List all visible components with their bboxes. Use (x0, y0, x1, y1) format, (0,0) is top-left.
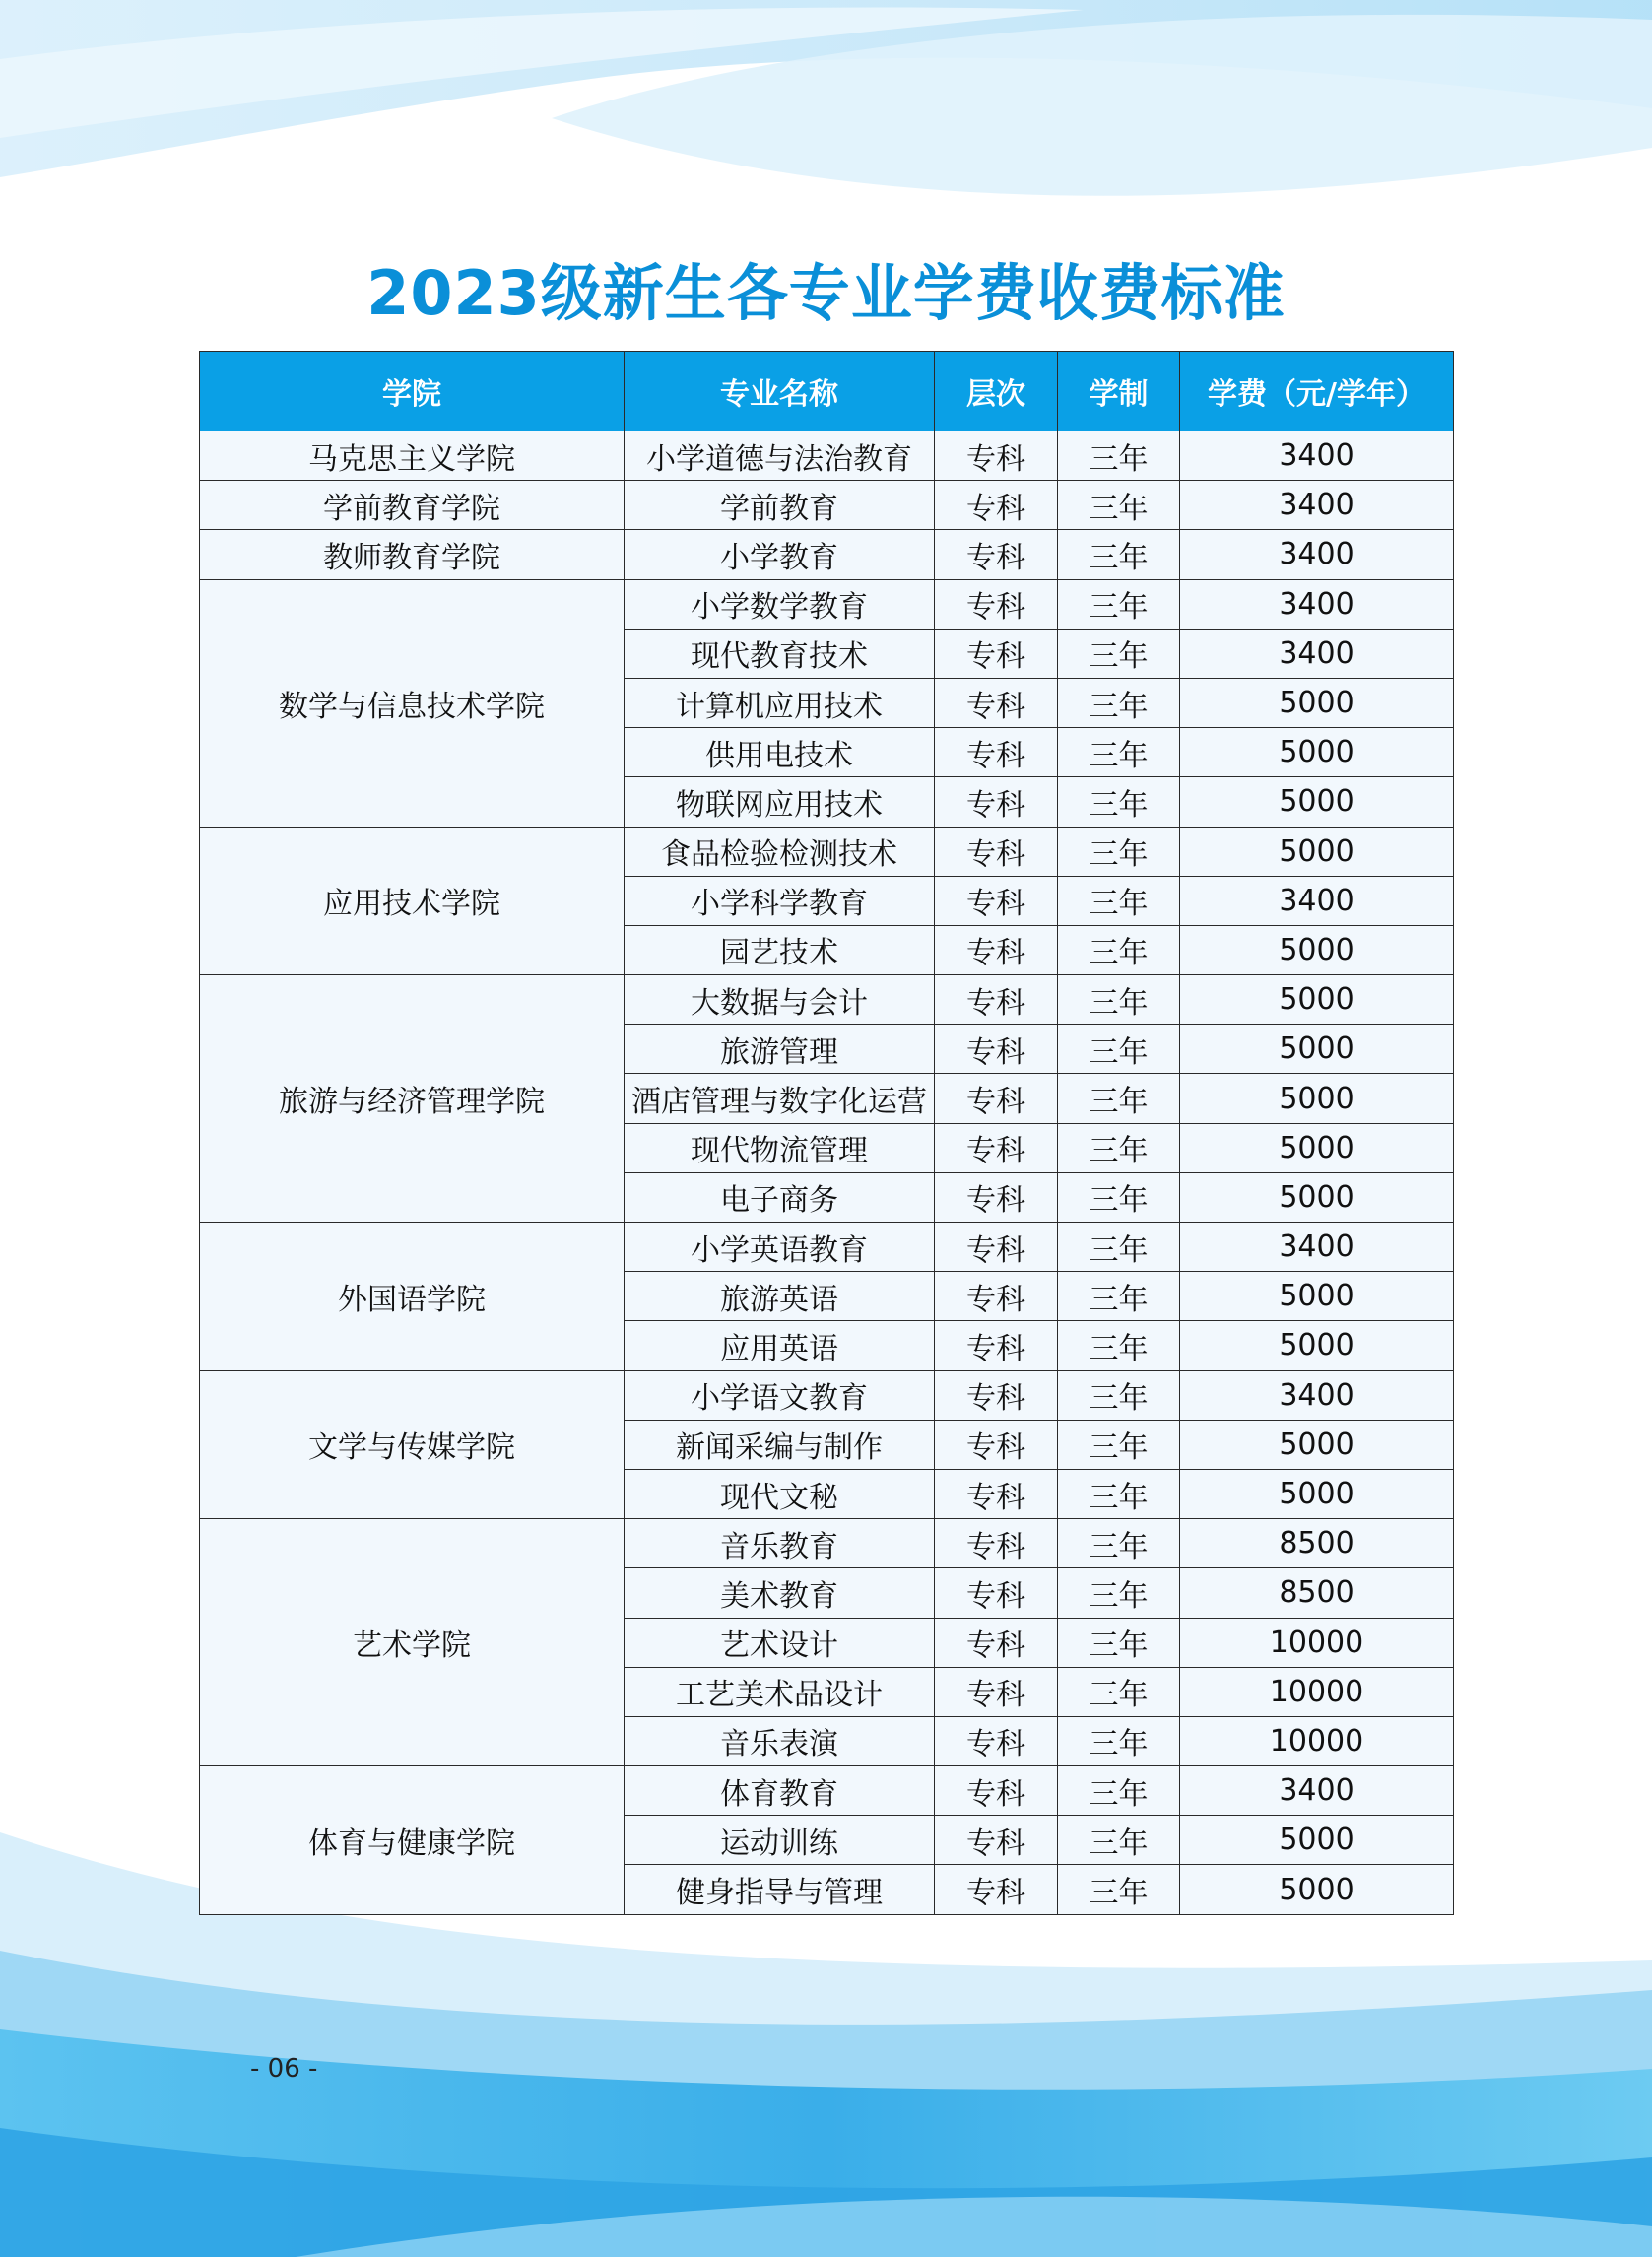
college-cell: 外国语学院 (200, 1223, 625, 1371)
fee-cell: 5000 (1180, 678, 1454, 727)
level-cell: 专科 (935, 1321, 1058, 1370)
duration-cell: 三年 (1058, 530, 1180, 579)
major-cell: 酒店管理与数字化运营 (625, 1074, 935, 1123)
major-cell: 音乐教育 (625, 1519, 935, 1568)
fee-cell: 5000 (1180, 1865, 1454, 1914)
tuition-table (199, 351, 1454, 1915)
level-cell: 专科 (935, 1568, 1058, 1618)
level-cell: 专科 (935, 481, 1058, 530)
level-cell: 专科 (935, 1223, 1058, 1272)
fee-cell: 5000 (1180, 1025, 1454, 1074)
fee-cell: 5000 (1180, 1123, 1454, 1172)
table-row (200, 431, 1454, 481)
fee-cell: 5000 (1180, 975, 1454, 1025)
duration-cell: 三年 (1058, 1816, 1180, 1865)
duration-cell: 三年 (1058, 827, 1180, 876)
duration-cell: 三年 (1058, 1223, 1180, 1272)
major-cell: 供用电技术 (625, 728, 935, 777)
fee-cell: 5000 (1180, 925, 1454, 974)
fee-cell: 5000 (1180, 1420, 1454, 1469)
college-cell: 体育与健康学院 (200, 1766, 625, 1915)
college-cell: 数学与信息技术学院 (200, 579, 625, 827)
duration-cell: 三年 (1058, 481, 1180, 530)
college-cell: 应用技术学院 (200, 827, 625, 975)
duration-cell: 三年 (1058, 1865, 1180, 1914)
college-cell: 学前教育学院 (200, 481, 625, 530)
duration-cell: 三年 (1058, 925, 1180, 974)
fee-cell: 3400 (1180, 1223, 1454, 1272)
table-row (200, 530, 1454, 579)
level-cell: 专科 (935, 1172, 1058, 1222)
fee-cell: 5000 (1180, 1469, 1454, 1518)
duration-cell: 三年 (1058, 1123, 1180, 1172)
major-cell: 美术教育 (625, 1568, 935, 1618)
duration-cell: 三年 (1058, 777, 1180, 827)
major-cell: 学前教育 (625, 481, 935, 530)
header-college: 学院 (200, 352, 625, 431)
fee-cell: 3400 (1180, 1766, 1454, 1816)
fee-cell: 3400 (1180, 876, 1454, 925)
major-cell: 计算机应用技术 (625, 678, 935, 727)
duration-cell: 三年 (1058, 1272, 1180, 1321)
major-cell: 小学教育 (625, 530, 935, 579)
level-cell: 专科 (935, 678, 1058, 727)
table-row (200, 975, 1454, 1025)
college-cell: 艺术学院 (200, 1519, 625, 1766)
table-row (200, 579, 1454, 629)
major-cell: 工艺美术品设计 (625, 1667, 935, 1716)
level-cell: 专科 (935, 1766, 1058, 1816)
fee-cell: 5000 (1180, 1172, 1454, 1222)
fee-cell: 8500 (1180, 1519, 1454, 1568)
major-cell: 新闻采编与制作 (625, 1420, 935, 1469)
duration-cell: 三年 (1058, 431, 1180, 481)
fee-cell: 5000 (1180, 1272, 1454, 1321)
fee-cell: 3400 (1180, 629, 1454, 678)
duration-cell: 三年 (1058, 1618, 1180, 1667)
college-cell: 旅游与经济管理学院 (200, 975, 625, 1223)
duration-cell: 三年 (1058, 629, 1180, 678)
level-cell: 专科 (935, 876, 1058, 925)
level-cell: 专科 (935, 1074, 1058, 1123)
fee-cell: 5000 (1180, 728, 1454, 777)
major-cell: 食品检验检测技术 (625, 827, 935, 876)
duration-cell: 三年 (1058, 1321, 1180, 1370)
level-cell: 专科 (935, 1716, 1058, 1765)
table-row (200, 481, 1454, 530)
duration-cell: 三年 (1058, 1519, 1180, 1568)
fee-cell: 5000 (1180, 827, 1454, 876)
table-row (200, 827, 1454, 876)
table-body (200, 431, 1454, 1915)
major-cell: 现代教育技术 (625, 629, 935, 678)
major-cell: 运动训练 (625, 1816, 935, 1865)
fee-cell: 3400 (1180, 530, 1454, 579)
duration-cell: 三年 (1058, 728, 1180, 777)
level-cell: 专科 (935, 728, 1058, 777)
header-level: 层次 (935, 352, 1058, 431)
major-cell: 旅游英语 (625, 1272, 935, 1321)
level-cell: 专科 (935, 925, 1058, 974)
college-cell: 文学与传媒学院 (200, 1370, 625, 1519)
level-cell: 专科 (935, 975, 1058, 1025)
header-major: 专业名称 (625, 352, 935, 431)
duration-cell: 三年 (1058, 1667, 1180, 1716)
level-cell: 专科 (935, 1816, 1058, 1865)
major-cell: 旅游管理 (625, 1025, 935, 1074)
level-cell: 专科 (935, 530, 1058, 579)
page-number: - 06 - (250, 2054, 318, 2084)
level-cell: 专科 (935, 579, 1058, 629)
fee-cell: 3400 (1180, 1370, 1454, 1420)
major-cell: 电子商务 (625, 1172, 935, 1222)
table-row (200, 1223, 1454, 1272)
duration-cell: 三年 (1058, 1370, 1180, 1420)
level-cell: 专科 (935, 629, 1058, 678)
fee-cell: 3400 (1180, 431, 1454, 481)
level-cell: 专科 (935, 431, 1058, 481)
level-cell: 专科 (935, 1370, 1058, 1420)
major-cell: 物联网应用技术 (625, 777, 935, 827)
table-header-row (200, 352, 1454, 431)
header-duration: 学制 (1058, 352, 1180, 431)
level-cell: 专科 (935, 1420, 1058, 1469)
level-cell: 专科 (935, 1272, 1058, 1321)
level-cell: 专科 (935, 1123, 1058, 1172)
major-cell: 健身指导与管理 (625, 1865, 935, 1914)
fee-cell: 10000 (1180, 1716, 1454, 1765)
table-row (200, 1519, 1454, 1568)
major-cell: 小学科学教育 (625, 876, 935, 925)
duration-cell: 三年 (1058, 1469, 1180, 1518)
fee-cell: 5000 (1180, 1074, 1454, 1123)
major-cell: 艺术设计 (625, 1618, 935, 1667)
duration-cell: 三年 (1058, 1716, 1180, 1765)
major-cell: 小学语文教育 (625, 1370, 935, 1420)
level-cell: 专科 (935, 1519, 1058, 1568)
fee-cell: 3400 (1180, 579, 1454, 629)
duration-cell: 三年 (1058, 1025, 1180, 1074)
major-cell: 大数据与会计 (625, 975, 935, 1025)
major-cell: 小学数学教育 (625, 579, 935, 629)
level-cell: 专科 (935, 1667, 1058, 1716)
college-cell: 教师教育学院 (200, 530, 625, 579)
level-cell: 专科 (935, 1469, 1058, 1518)
duration-cell: 三年 (1058, 579, 1180, 629)
fee-cell: 5000 (1180, 777, 1454, 827)
fee-cell: 8500 (1180, 1568, 1454, 1618)
major-cell: 现代物流管理 (625, 1123, 935, 1172)
fee-cell: 3400 (1180, 481, 1454, 530)
duration-cell: 三年 (1058, 1568, 1180, 1618)
major-cell: 小学英语教育 (625, 1223, 935, 1272)
fee-cell: 10000 (1180, 1667, 1454, 1716)
major-cell: 体育教育 (625, 1766, 935, 1816)
major-cell: 应用英语 (625, 1321, 935, 1370)
major-cell: 音乐表演 (625, 1716, 935, 1765)
fee-cell: 5000 (1180, 1816, 1454, 1865)
level-cell: 专科 (935, 827, 1058, 876)
table-row (200, 1370, 1454, 1420)
header-fee: 学费（元/学年） (1180, 352, 1454, 431)
duration-cell: 三年 (1058, 876, 1180, 925)
fee-cell: 10000 (1180, 1618, 1454, 1667)
duration-cell: 三年 (1058, 1766, 1180, 1816)
level-cell: 专科 (935, 1865, 1058, 1914)
duration-cell: 三年 (1058, 1420, 1180, 1469)
duration-cell: 三年 (1058, 1172, 1180, 1222)
duration-cell: 三年 (1058, 1074, 1180, 1123)
level-cell: 专科 (935, 1025, 1058, 1074)
college-cell: 马克思主义学院 (200, 431, 625, 481)
level-cell: 专科 (935, 1618, 1058, 1667)
table-row (200, 1766, 1454, 1816)
duration-cell: 三年 (1058, 678, 1180, 727)
fee-cell: 5000 (1180, 1321, 1454, 1370)
major-cell: 小学道德与法治教育 (625, 431, 935, 481)
level-cell: 专科 (935, 777, 1058, 827)
duration-cell: 三年 (1058, 975, 1180, 1025)
major-cell: 现代文秘 (625, 1469, 935, 1518)
page-title: 2023级新生各专业学费收费标准 (366, 257, 1286, 329)
major-cell: 园艺技术 (625, 925, 935, 974)
